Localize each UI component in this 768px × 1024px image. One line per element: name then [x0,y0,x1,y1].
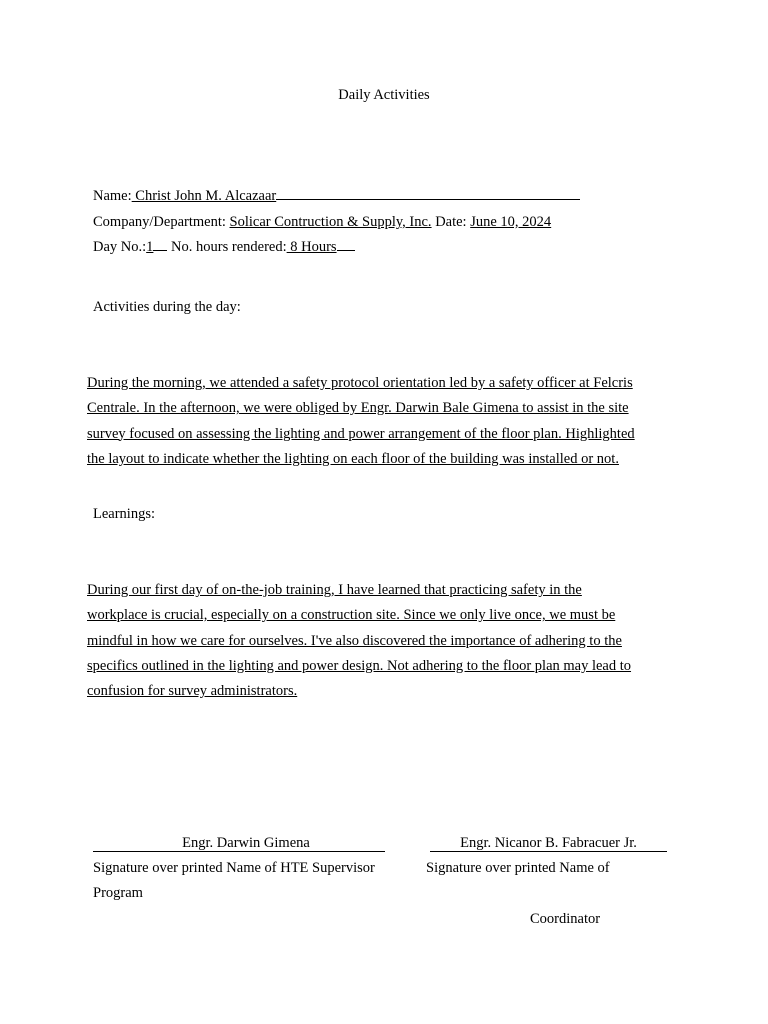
learnings-line: confusion for survey administrators. [87,683,298,700]
learnings-paragraph [87,578,687,704]
right-signature-name: Engr. Nicanor B. Fabracuer Jr. [430,835,667,852]
name-value: Christ John M. Alcazaar [131,188,277,204]
learnings-heading: Learnings: [93,506,156,522]
company-row [93,214,551,231]
name-fill-line [276,198,580,200]
activities-paragraph [87,371,687,472]
learnings-line: mindful in how we care for ourselves. I've also discovered the importance of adhering to the [87,632,622,649]
date-label: Date: [431,214,471,230]
right-signature-caption-cont: Coordinator [530,911,601,927]
right-signature-caption: Signature over printed Name of [426,860,610,876]
company-label: Company/Department: [93,214,230,230]
company-value: Solicar Contruction & Supply, Inc. [229,214,432,230]
hours-label: No. hours rendered: [167,239,287,255]
date-value: June 10, 2024 [470,214,552,230]
day-fill-line [153,249,167,251]
document-title: Daily Activities [338,87,430,103]
activities-heading: Activities during the day: [93,299,241,315]
hours-fill-line [337,249,355,251]
left-signature-caption: Signature over printed Name of HTE Supervisor [93,860,375,876]
day-value: 1 [146,239,154,255]
left-signature-name: Engr. Darwin Gimena [93,835,385,852]
activities-line: During the morning, we attended a safety protocol orientation led by a safety officer at Felcris [87,375,633,391]
hours-value: 8 Hours [286,239,337,255]
activities-line: survey focused on assessing the lighting and power arrangement of the floor plan. Highlighted [87,425,635,442]
name-label: Name: [93,188,132,204]
learnings-line: During our first day of on-the-job training, I have learned that practicing safety in the [87,582,582,598]
day-hours-row [93,239,355,256]
activities-line: Centrale. In the afternoon, we were obliged by Engr. Darwin Bale Gimena to assist in the site [87,400,629,417]
name-row [93,188,580,205]
activities-line: the layout to indicate whether the lighting on each floor of the building was installed or not. [87,450,619,467]
left-signature-caption-cont: Program [93,885,143,901]
learnings-line: workplace is crucial, especially on a construction site. Since we only live once, we must be [87,607,616,624]
day-label: Day No.: [93,239,147,255]
learnings-line: specifics outlined in the lighting and power design. Not adhering to the floor plan may lead to [87,657,632,674]
